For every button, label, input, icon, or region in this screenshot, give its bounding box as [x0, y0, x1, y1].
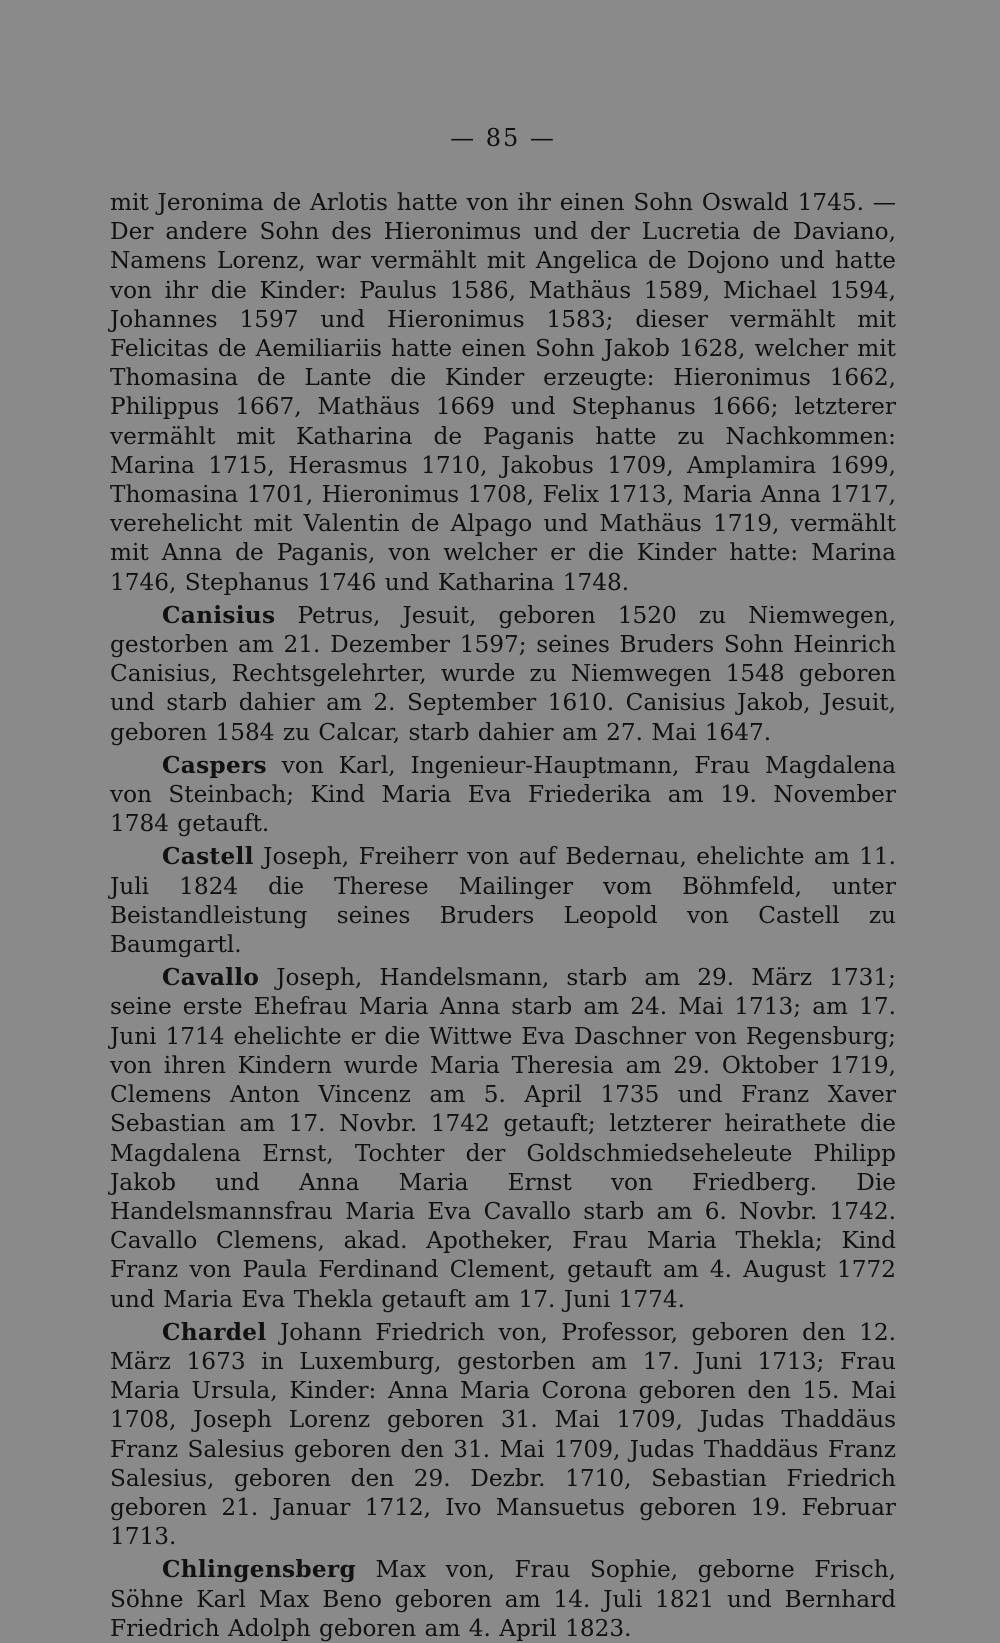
entry-text: Petrus, Jesuit, geboren 1520 zu Niemwegen, gestorben am 21. Dezember 1597; seines Bruders Sohn Heinrich Canisius, Rechtsgelehrter, wurde zu Niemwegen 1548 geboren und starb dahier am 2. September 1610. Canisius Jakob, Jesuit, geboren 1584 zu Calcar, starb dahier am 27. Mai 1647.: [110, 601, 896, 746]
entry-chlingensberg: [110, 1555, 896, 1643]
entry-head: Canisius: [162, 601, 276, 629]
entry-text: Max von, Frau Sophie, geborne Frisch, Söhne Karl Max Beno geboren am 14. Juli 1821 und Bernhard Friedrich Adolph geboren am 4. April 1823.: [110, 1556, 896, 1642]
entry-continuation: [110, 188, 896, 597]
entry-head: Castell: [162, 843, 254, 871]
entry-castell: [110, 842, 896, 959]
entry-text: von Karl, Ingenieur-Hauptmann, Frau Magdalena von Steinbach; Kind Maria Eva Friederika am 19. November 1784 getauft.: [110, 751, 896, 838]
entry-head: Caspers: [162, 751, 267, 779]
entry-cavallo: [110, 963, 896, 1313]
entry-canisius: [110, 601, 896, 747]
entry-text: Johann Friedrich von, Professor, geboren den 12. März 1673 in Luxemburg, gestorben am 17. Juni 1713; Frau Maria Ursula, Kinder: Anna Maria Corona geboren den 15. Mai 1708, Joseph Lorenz geboren 31. Mai 1709, Judas Thaddäus Franz Salesius geboren den 31. Mai 1709, Judas Thaddäus Franz Salesius, geboren den 29. Dezbr. 1710, Sebastian Friedrich geboren 21. Januar 1712, Ivo Mansuetus geboren 19. Februar 1713.: [110, 1318, 896, 1551]
entry-head: Chlingensberg: [162, 1556, 356, 1584]
entry-chardel: [110, 1318, 896, 1552]
entry-text: Joseph, Handelsmann, starb am 29. März 1731; seine erste Ehefrau Maria Anna starb am 24. Mai 1713; am 17. Juni 1714 ehelichte er die Wittwe Eva Daschner von Regensburg; von ihren Kindern wurde Maria Theresia am 29. Oktober 1719, Clemens Anton Vincenz am 5. April 1735 und Franz Xaver Sebastian am 17. Novbr. 1742 getauft; letzterer heirathete die Magdalena Ernst, Tochter der Goldschmiedseheleute Philipp Jakob und Anna Maria Ernst von Friedberg. Die Handelsmannsfrau Maria Eva Cavallo starb am 6. Novbr. 1742. Cavallo Clemens, akad. Apotheker, Frau Maria Thekla; Kind Franz von Paula Ferdinand Clement, getauft am 4. August 1772 und Maria Eva Thekla getauft am 17. Juni 1774.: [110, 964, 896, 1313]
entry-text: Joseph, Freiherr von auf Bedernau, ehelichte am 11. Juli 1824 die Therese Mailinger vom Böhmfeld, unter Beistandleistung seines Bruders Leopold von Castell zu Baumgartl.: [110, 843, 897, 959]
entry-head: Cavallo: [162, 964, 260, 992]
page-number: — 85 —: [450, 124, 556, 152]
entry-head: Chardel: [162, 1318, 267, 1346]
entry-text: mit Jeronima de Arlotis hatte von ihr einen Sohn Oswald 1745. — Der andere Sohn des Hieronimus und der Lucretia de Daviano, Namens Lorenz, war vermählt mit Angelica de Dojono und hatte von ihr die Kinder: Paulus 1586, Mathäus 1589, Michael 1594, Johannes 1597 und Hieronimus 1583; dieser vermählt mit Felicitas de Aemiliariis hatte einen Sohn Jakob 1628, welcher mit Thomasina de Lante die Kinder erzeugte: Hieronimus 1662, Philippus 1667, Mathäus 1669 und Stephanus 1666; letzterer vermählt mit Katharina de Paganis hatte zu Nachkommen: Marina 1715, Herasmus 1710, Jakobus 1709, Amplamira 1699, Thomasina 1701, Hieronimus 1708, Felix 1713, Maria Anna 1717, verehelicht mit Valentin de Alpago und Mathäus 1719, vermählt mit Anna de Paganis, von welcher er die Kinder hatte: Marina 1746, Stephanus 1746 und Katharina 1748.: [110, 189, 896, 596]
entry-caspers: [110, 751, 896, 839]
